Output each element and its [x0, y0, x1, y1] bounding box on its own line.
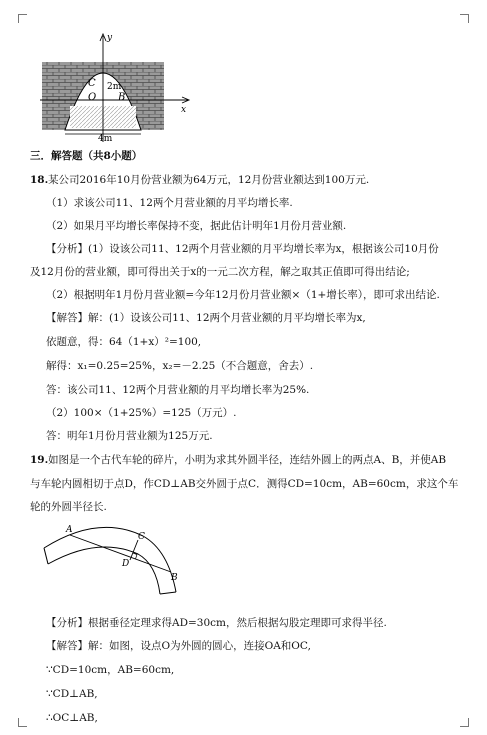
- crop-mark-bottom-right: [460, 718, 469, 727]
- q18-number: 18.: [30, 174, 49, 186]
- q18-analysis-line2: 及12月份的营业额，即可得出关于x的一元二次方程，解之取其正值即可得出结论;: [30, 266, 410, 278]
- q19-solution-line1: 【解答】解：如图，设点O为外圆的圆心，连接OA和OC,: [46, 640, 311, 652]
- q18-stem: 某公司2016年10月份营业额为64万元，12月份营业额达到100万元.: [48, 174, 370, 186]
- q18-solution-line6: 答：明年1月份月营业额为125万元.: [46, 430, 213, 442]
- chord-ab: [70, 535, 171, 572]
- inner-arc: [48, 547, 160, 594]
- q18-solution-line2: 依题意，得：64（1+x）²=100,: [46, 336, 202, 348]
- q19-stem-line3: 轮的外圆半径长.: [30, 501, 107, 513]
- left-edge: [44, 548, 48, 564]
- point-b-label: B: [118, 92, 126, 103]
- q18-part1: （1）求该公司11、12两个月营业额的月平均增长率.: [46, 197, 293, 209]
- q18-solution-line3: 解得：x₁=0.25=25%，x₂=－2.25（不合题意，舍去）.: [46, 360, 314, 372]
- q18-analysis-line1: 【分析】(1）设该公司11、12两个月营业额的月平均增长率为x，根据该公司10月份: [46, 243, 439, 255]
- crop-mark-top-left: [18, 14, 27, 23]
- point-b-label: B: [171, 573, 178, 583]
- q19-solution-line4: ∴OC⊥AB,: [46, 712, 98, 724]
- q19-analysis: 【分析】根据垂径定理求得AD=30cm，然后根据勾股定理即可求得半径.: [46, 617, 387, 629]
- x-axis-label: x: [181, 105, 187, 115]
- q19-stem-line1: 如图是一个古代车轮的碎片，小明为求其外圆半径，连结外圆上的两点A、B，并使AB: [48, 454, 447, 466]
- q18-solution-line4: 答：该公司11、12两个月营业额的月平均增长率为25%.: [46, 384, 310, 396]
- point-c-label: C: [138, 532, 145, 542]
- point-a-label: A: [66, 525, 73, 535]
- origin-label: O: [88, 92, 97, 103]
- tunnel-figure: [38, 30, 198, 145]
- wheel-fragment-figure: [38, 522, 188, 602]
- q18-solution-line5: （2）100×（1+25%）=125（万元）.: [46, 407, 237, 419]
- height-label: 2m: [107, 82, 122, 92]
- q18-solution-line1: 【解答】解：(1）设该公司11、12两个月营业额的月平均增长率为x,: [46, 312, 366, 324]
- bottom-edge: [160, 592, 176, 594]
- section-title: 三．解答题（共8小题）: [30, 150, 143, 162]
- y-axis-label: y: [107, 33, 113, 43]
- point-d-label: D: [122, 559, 130, 569]
- segment-cd: [130, 540, 138, 560]
- outer-arc: [44, 527, 176, 592]
- q18-part2: （2）如果月平均增长率保持不变，据此估计明年1月份月营业额.: [46, 220, 347, 232]
- q19-stem-line2: 与车轮内圆相切于点D，作CD⊥AB交外圆于点C．测得CD=10cm，AB=60cm，求这个车: [30, 478, 459, 490]
- q19-solution-line3: ∵CD⊥AB,: [46, 688, 98, 700]
- q18-analysis-line3: （2）根据明年1月份月营业额=今年12月份月营业额×（1+增长率），即可求出结论.: [46, 289, 440, 301]
- q19-number: 19.: [30, 454, 49, 466]
- width-label: 4m: [98, 134, 113, 144]
- point-c-label: C: [88, 78, 96, 89]
- crop-mark-top-right: [460, 14, 469, 23]
- crop-mark-bottom-left: [18, 718, 27, 727]
- q19-solution-line2: ∵CD=10cm，AB=60cm,: [46, 664, 175, 676]
